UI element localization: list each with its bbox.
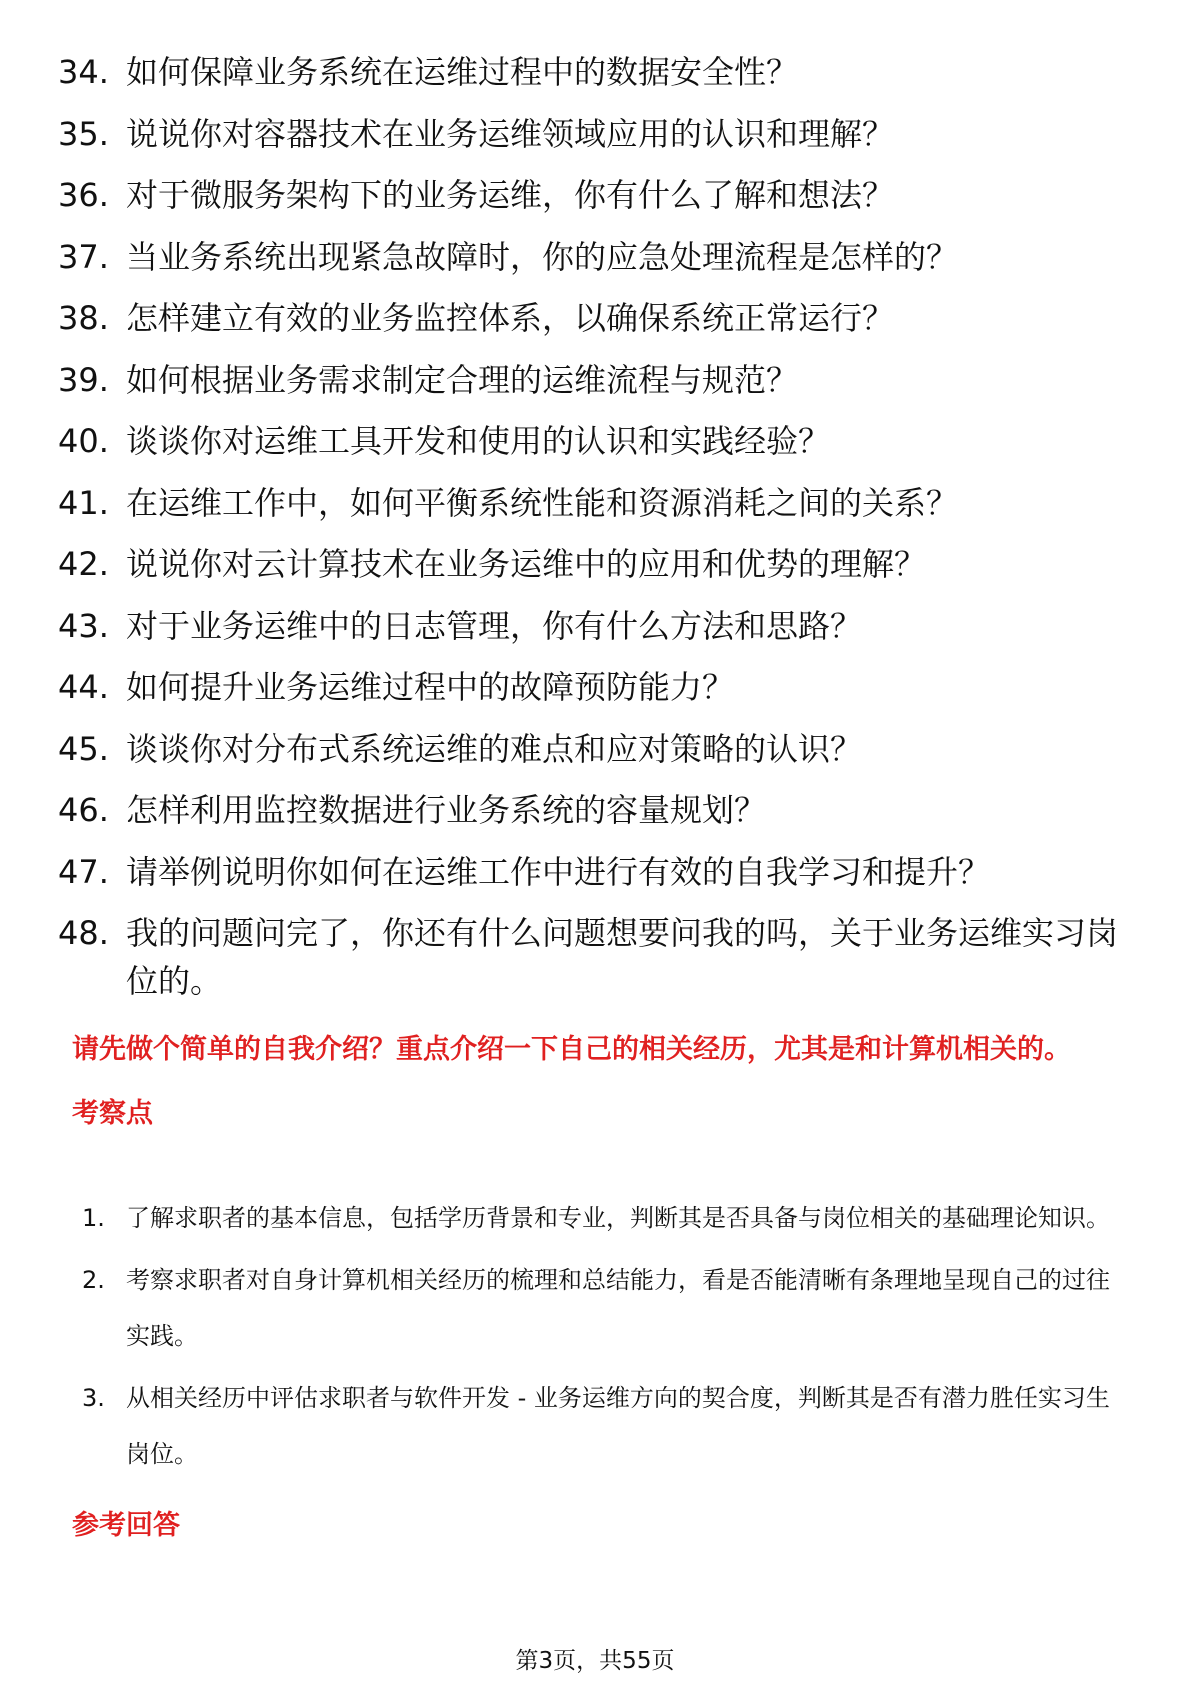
list-item: [58, 417, 1138, 465]
point-text: 从相关经历中评估求职者与软件开发 - 业务运维方向的契合度，判断其是否有潜力胜任实习生岗位。: [126, 1384, 1110, 1468]
question-number: 34.: [58, 53, 109, 91]
question-text: 请举例说明你如何在运维工作中进行有效的自我学习和提升？: [126, 852, 991, 891]
question-text: 怎样建立有效的业务监控体系，以确保系统正常运行？: [126, 299, 895, 337]
question-number: 41.: [58, 483, 109, 522]
question-text: 对于业务运维中的日志管理，你有什么方法和思路？: [126, 606, 863, 645]
list-item: [58, 479, 1138, 527]
question-number: 35.: [58, 114, 109, 153]
page-footer: 第3页，共55页: [515, 1648, 675, 1674]
question-text: 如何保障业务系统在运维过程中的数据安全性？: [126, 53, 799, 91]
question-number: 37.: [58, 237, 109, 276]
question-heading: 请先做个简单的自我介绍？重点介绍一下自己的相关经历，尤其是和计算机相关的。: [72, 1034, 1071, 1065]
question-number: 42.: [58, 545, 109, 583]
list-item: [82, 1252, 1127, 1364]
list-item: [58, 48, 1138, 96]
assessment-points: [82, 1190, 1127, 1488]
list-item: [82, 1190, 1127, 1246]
question-list: [58, 48, 1138, 1019]
point-text: 考察求职者对自身计算机相关经历的梳理和总结能力，看是否能清晰有条理地呈现自己的过往实践。: [126, 1266, 1110, 1350]
list-item: [58, 233, 1138, 281]
point-number: 1.: [82, 1204, 105, 1232]
list-item: [58, 663, 1138, 711]
question-text: 在运维工作中，如何平衡系统性能和资源消耗之间的关系？: [126, 483, 959, 522]
question-text: 当业务系统出现紧急故障时，你的应急处理流程是怎样的？: [126, 237, 959, 276]
list-item: [58, 909, 1138, 1005]
question-number: 38.: [58, 299, 109, 337]
list-item: [58, 356, 1138, 404]
point-text: 了解求职者的基本信息，包括学历背景和专业，判断其是否具备与岗位相关的基础理论知识。: [126, 1204, 1110, 1232]
question-number: 48.: [58, 914, 109, 952]
question-number: 36.: [58, 176, 109, 214]
point-number: 3.: [82, 1384, 105, 1412]
question-text: 我的问题问完了，你还有什么问题想要问我的吗，关于业务运维实习岗位的。: [126, 914, 1119, 1000]
list-item: [58, 725, 1138, 773]
question-number: 45.: [58, 729, 109, 768]
question-text: 谈谈你对运维工具开发和使用的认识和实践经验？: [126, 422, 831, 460]
list-item: [58, 786, 1138, 834]
list-item: [58, 602, 1138, 650]
question-text: 说说你对云计算技术在业务运维中的应用和优势的理解？: [126, 545, 927, 583]
list-item: [58, 540, 1138, 588]
question-text: 如何提升业务运维过程中的故障预防能力？: [126, 668, 735, 706]
list-item: [58, 848, 1138, 896]
question-text: 怎样利用监控数据进行业务系统的容量规划？: [126, 791, 767, 829]
question-text: 说说你对容器技术在业务运维领域应用的认识和理解？: [126, 114, 895, 153]
assessment-label: 考察点: [72, 1098, 153, 1129]
question-text: 如何根据业务需求制定合理的运维流程与规范？: [126, 360, 799, 399]
question-number: 44.: [58, 668, 109, 706]
list-item: [58, 110, 1138, 158]
question-number: 39.: [58, 360, 109, 399]
reference-answer-label: 参考回答: [72, 1510, 180, 1541]
question-text: 谈谈你对分布式系统运维的难点和应对策略的认识？: [126, 729, 863, 768]
question-number: 43.: [58, 606, 109, 645]
question-text: 对于微服务架构下的业务运维，你有什么了解和想法？: [126, 176, 895, 214]
question-number: 47.: [58, 852, 109, 891]
list-item: [58, 171, 1138, 219]
question-number: 40.: [58, 422, 109, 460]
list-item: [82, 1370, 1127, 1482]
question-number: 46.: [58, 791, 109, 829]
list-item: [58, 294, 1138, 342]
point-number: 2.: [82, 1266, 105, 1294]
